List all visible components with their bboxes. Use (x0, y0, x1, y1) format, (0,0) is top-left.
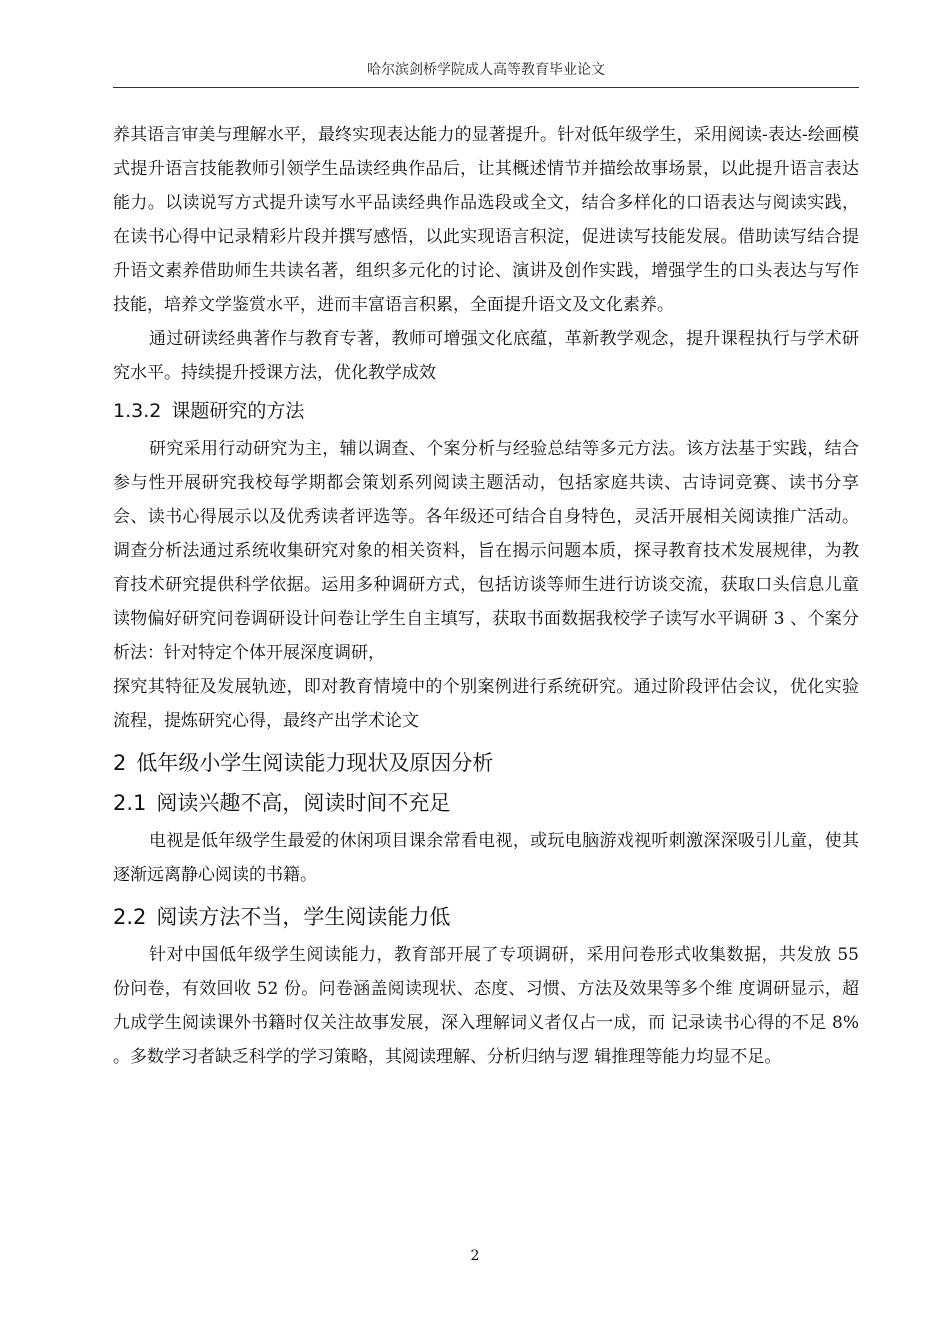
chapter-title: 低年级小学生阅读能力现状及原因分析 (136, 751, 494, 775)
section-number: 2.1 (113, 791, 147, 815)
section-heading-1-3-2 (113, 398, 859, 424)
section-title: 阅读方法不当，学生阅读能力低 (156, 905, 451, 929)
body-paragraph: 电视是低年级学生最爱的休闲项目课余常看电视，或玩电脑游戏视听刺激深深吸引儿童，使其逐渐远离静心阅读的书籍。 (113, 831, 859, 885)
section-heading-2-2 (113, 902, 859, 932)
body-paragraph: 探究其特征及发展轨迹，即对教育情境中的个别案例进行系统研究。通过阶段评估会议，优化实验流程，提炼研究心得，最终产出学术论文 (113, 677, 859, 731)
section-number: 1.3.2 (113, 400, 162, 422)
section-number: 2.2 (113, 905, 147, 929)
section-title: 阅读兴趣不高，阅读时间不充足 (156, 791, 451, 815)
page-number: 2 (470, 1248, 480, 1264)
chapter-heading-2 (113, 748, 859, 778)
body-paragraph: 研究采用行动研究为主，辅以调查、个案分析与经验总结等多元方法。该方法基于实践，结合参与性开展研究我校每学期都会策划系列阅读主题活动，包括家庭共读、古诗词竞赛、读书分享会、读书心得展示以及优秀读者评选等。各年级还可结合自身特色，灵活开展相关阅读推广活动。调查分析法通过系统收集研究对象的相关资料，旨在揭示问题本质，探寻教育技术发展规律，为教育技术研究提供科学依据。运用多种调研方式，包括访谈等师生进行访谈交流，获取口头信息儿童读物偏好研究问卷调研设计问卷让学生自主填写，获取书面数据我校学子读写水平调研 3 、个案分析法：针对特定个体开展深度调研， (113, 439, 859, 663)
body-paragraph: 通过研读经典著作与教育专著，教师可增强文化底蕴，革新教学观念，提升课程执行与学术研究水平。持续提升授课方法，优化教学成效 (113, 329, 859, 383)
body-paragraph: 养其语言审美与理解水平，最终实现表达能力的显著提升。针对低年级学生，采用阅读-表达-绘画模式提升语言技能教师引领学生品读经典作品后，让其概述情节并描绘故事场景，以此提升语言表达能力。以读说写方式提升读写水平品读经典作品选段或全文，结合多样化的口语表达与阅读实践，在读书心得中记录精彩片段并撰写感悟，以此实现语言积淀，促进读写技能发展。借助读写结合提升语文素养借助师生共读名著，组织多元化的讨论、演讲及创作实践，增强学生的口头表达与写作技能，培养文学鉴赏水平，进而丰富语言积累，全面提升语文及文化素养。 (113, 125, 859, 315)
header-divider (113, 87, 859, 88)
document-body (113, 118, 859, 1074)
body-paragraph: 针对中国低年级学生阅读能力，教育部开展了专项调研，采用问卷形式收集数据，共发放 55 份问卷，有效回收 52 份。问卷涵盖阅读现状、态度、习惯、方法及效果等多个维 度调研显示，超九成学生阅读课外书籍时仅关注故事发展，深入理解词义者仅占一成，而 记录读书心得的不足 8% 。多数学习者缺乏科学的学习策略，其阅读理解、分析归纳与逻 辑推理等能力均显不足。 (113, 945, 859, 1067)
section-heading-2-1 (113, 788, 859, 818)
section-title: 课题研究的方法 (171, 400, 305, 422)
page-header: 哈尔滨剑桥学院成人高等教育毕业论文 (367, 62, 605, 78)
chapter-number: 2 (113, 751, 127, 775)
